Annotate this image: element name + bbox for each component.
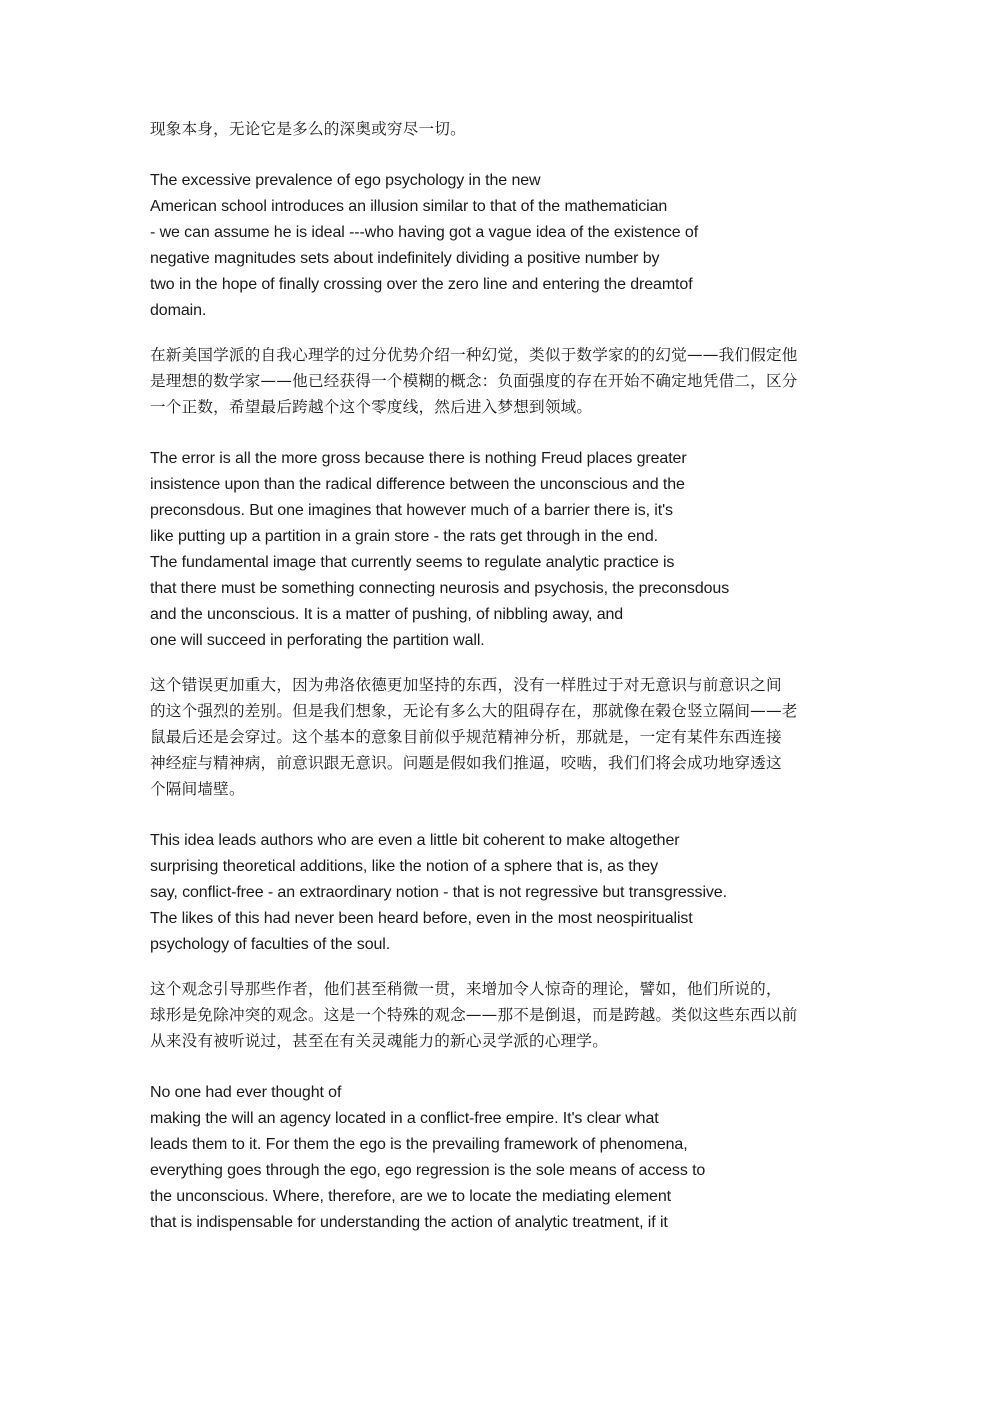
text-line: one will succeed in perforating the partition wall. xyxy=(150,632,485,649)
paragraph-1-en xyxy=(150,168,850,324)
text-line: 这个错误更加重大，因为弗洛依德更加坚持的东西，没有一样胜过于对无意识与前意识之间 xyxy=(150,676,782,694)
text-line: making the will an agency located in a conflict-free empire. It's clear what xyxy=(150,1110,659,1127)
text-line: domain. xyxy=(150,302,207,319)
paragraph-2-cn xyxy=(150,672,850,802)
paragraph-gap xyxy=(150,142,850,168)
text-line: that is indispensable for understanding the action of analytic treatment, if it xyxy=(150,1214,668,1231)
text-line: psychology of faculties of the soul. xyxy=(150,936,391,953)
text-line: two in the hope of finally crossing over the zero line and entering the dreamtof xyxy=(150,276,693,293)
text-line: insistence upon than the radical difference between the unconscious and the xyxy=(150,476,685,493)
paragraph-gap xyxy=(150,802,850,828)
intro-paragraph-cn xyxy=(150,116,850,142)
text-line: American school introduces an illusion similar to that of the mathematician xyxy=(150,198,668,215)
text-line: 球形是免除冲突的观念。这是一个特殊的观念——那不是倒退，而是跨越。类似这些东西以前 xyxy=(150,1006,798,1024)
text-line: 从来没有被听说过，甚至在有关灵魂能力的新心灵学派的心理学。 xyxy=(150,1032,609,1050)
text-line: This idea leads authors who are even a little bit coherent to make altogether xyxy=(150,832,680,849)
paragraph-gap xyxy=(150,324,850,342)
text-line: 鼠最后还是会穿过。这个基本的意象目前似乎规范精神分析，那就是，一定有某件东西连接 xyxy=(150,728,782,746)
text-line: - we can assume he is ideal ---who having got a vague idea of the existence of xyxy=(150,224,699,241)
text-line: leads them to it. For them the ego is the prevailing framework of phenomena, xyxy=(150,1136,688,1153)
text-line: 一个正数，希望最后跨越个这个零度线，然后进入梦想到领域。 xyxy=(150,398,593,416)
text-line: say, conflict-free - an extraordinary notion - that is not regressive but transgressive. xyxy=(150,884,727,901)
paragraph-gap xyxy=(150,420,850,446)
paragraph-3-cn xyxy=(150,976,850,1054)
text-line: 是理想的数学家——他已经获得一个模糊的概念：负面强度的存在开始不确定地凭借二，区分 xyxy=(150,372,798,390)
text-line: The excessive prevalence of ego psychology in the new xyxy=(150,172,541,189)
text-line: 的这个强烈的差别。但是我们想象，无论有多么大的阻碍存在，那就像在榖仓竖立隔间——老 xyxy=(150,702,798,720)
text-line: 神经症与精神病，前意识跟无意识。问题是假如我们推逼，咬啮，我们们将会成功地穿透这 xyxy=(150,754,782,772)
text-line: 现象本身，无论它是多么的深奥或穷尽一切。 xyxy=(150,120,466,138)
text-line: negative magnitudes sets about indefinitely dividing a positive number by xyxy=(150,250,660,267)
text-line: 个隔间墙壁。 xyxy=(150,780,245,798)
text-line: The likes of this had never been heard before, even in the most neospiritualist xyxy=(150,910,693,927)
text-line: The fundamental image that currently seems to regulate analytic practice is xyxy=(150,554,675,571)
text-line: everything goes through the ego, ego regression is the sole means of access to xyxy=(150,1162,706,1179)
text-line: surprising theoretical additions, like the notion of a sphere that is, as they xyxy=(150,858,659,875)
text-line: The error is all the more gross because there is nothing Freud places greater xyxy=(150,450,687,467)
paragraph-3-en xyxy=(150,828,850,958)
text-line: 这个观念引导那些作者，他们甚至稍微一贯，来增加令人惊奇的理论，譬如，他们所说的， xyxy=(150,980,782,998)
paragraph-1-cn xyxy=(150,342,850,420)
paragraph-4-en xyxy=(150,1080,850,1236)
paragraph-gap xyxy=(150,1054,850,1080)
text-line: and the unconscious. It is a matter of pushing, of nibbling away, and xyxy=(150,606,624,623)
text-line: the unconscious. Where, therefore, are we to locate the mediating element xyxy=(150,1188,671,1205)
paragraph-gap xyxy=(150,654,850,672)
text-line: No one had ever thought of xyxy=(150,1084,342,1101)
paragraph-2-en xyxy=(150,446,850,654)
text-line: preconsdous. But one imagines that however much of a barrier there is, it's xyxy=(150,502,673,519)
paragraph-gap xyxy=(150,958,850,976)
text-column xyxy=(150,116,850,1236)
text-line: like putting up a partition in a grain store - the rats get through in the end. xyxy=(150,528,658,545)
text-line: that there must be something connecting neurosis and psychosis, the preconsdous xyxy=(150,580,730,597)
text-line: 在新美国学派的自我心理学的过分优势介绍一种幻觉，类似于数学家的的幻觉——我们假定他 xyxy=(150,346,798,364)
